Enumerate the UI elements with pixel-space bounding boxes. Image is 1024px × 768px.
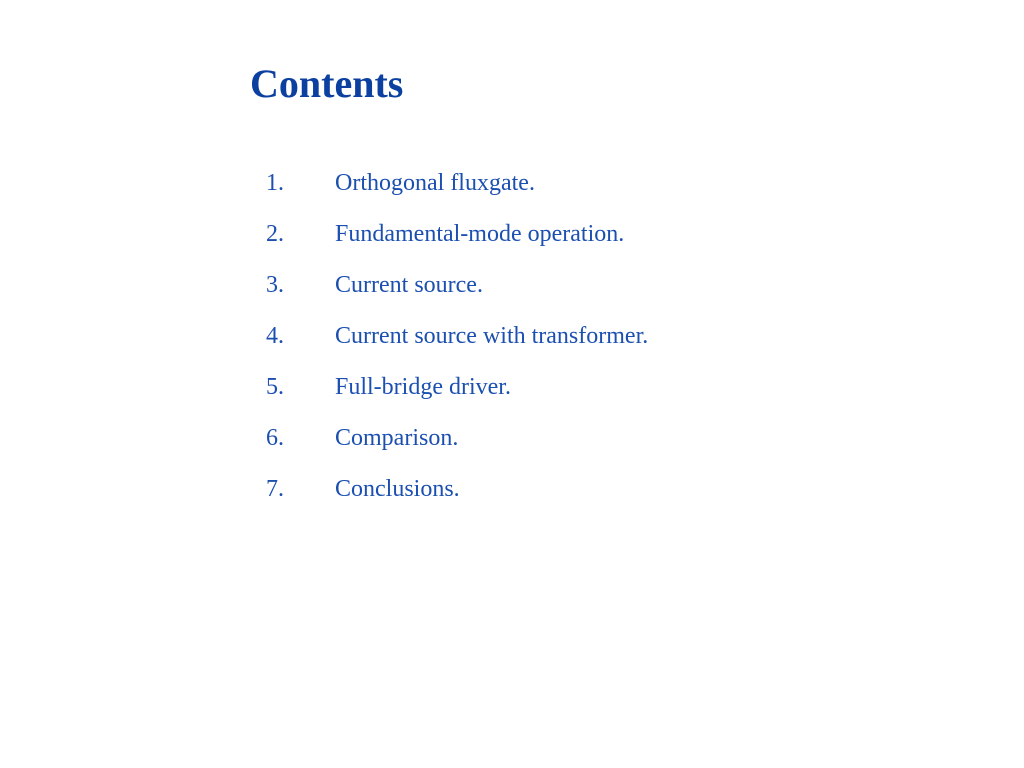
list-item	[266, 413, 648, 464]
list-item-label: Orthogonal fluxgate.	[335, 170, 535, 196]
list-item-number: 7.	[266, 476, 284, 502]
list-item-label: Full-bridge driver.	[335, 374, 511, 400]
list-item	[266, 209, 648, 260]
list-item-label: Current source.	[335, 272, 483, 298]
list-item-label: Comparison.	[335, 425, 459, 451]
list-item	[266, 260, 648, 311]
contents-list	[266, 158, 648, 515]
list-item-number: 4.	[266, 323, 284, 349]
list-item-number: 3.	[266, 272, 284, 298]
slide-title: Contents	[250, 61, 404, 106]
list-item-label: Conclusions.	[335, 476, 460, 502]
list-item-label: Current source with transformer.	[335, 323, 649, 349]
list-item-number: 6.	[266, 425, 284, 451]
list-item	[266, 311, 648, 362]
list-item-number: 5.	[266, 374, 284, 400]
list-item	[266, 362, 648, 413]
list-item-number: 2.	[266, 221, 284, 247]
list-item-label: Fundamental-mode operation.	[335, 221, 625, 247]
list-item	[266, 464, 648, 515]
list-item-number: 1.	[266, 170, 284, 196]
list-item	[266, 158, 648, 209]
